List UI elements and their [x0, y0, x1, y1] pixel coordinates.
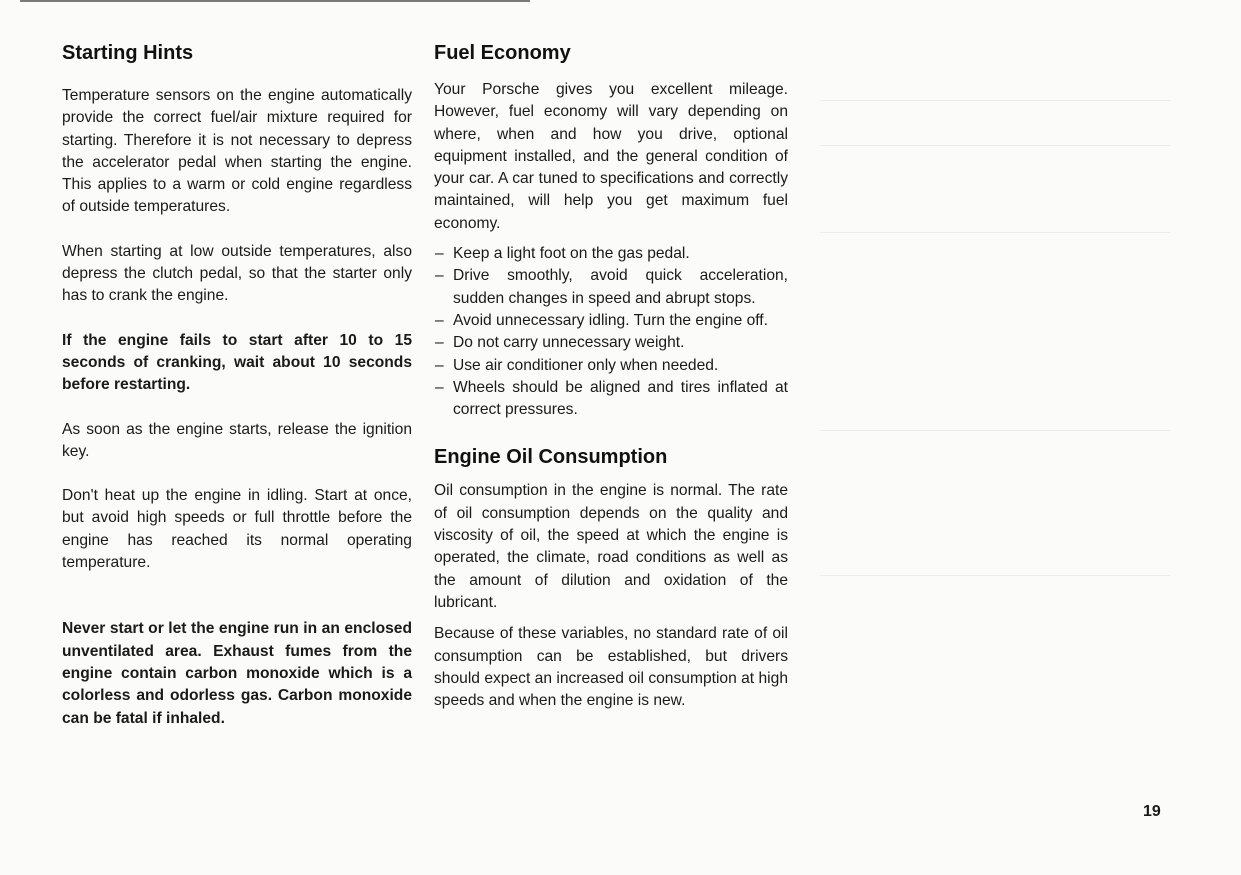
list-item: – Do not carry unnecessary weight. [434, 332, 788, 354]
bleed-through-line [820, 232, 1170, 233]
page-number: 19 [1143, 803, 1161, 820]
oil-consumption-heading: Engine Oil Consumption [434, 446, 668, 469]
right-column [434, 38, 788, 712]
paragraph: Because of these variables, no standard rate of oil consumption can be established, but drivers should expect an increased oil consumption at high speeds and when the engine is new. [434, 625, 788, 710]
list-item: – Use air conditioner only when needed. [434, 355, 788, 377]
paragraph: As soon as the engine starts, release the ignition key. [62, 420, 412, 460]
bleed-through-line [820, 145, 1170, 146]
paragraph: Temperature sensors on the engine automatically provide the correct fuel/air mixture required for starting. Therefore it is not necessary to depress the accelerator pedal when starting the engine. This applies to a warm or cold engine regardless of outside temperatures. [62, 87, 412, 216]
list-item: – Wheels should be aligned and tires inflated at correct pressures. [434, 377, 788, 422]
list-item: – Drive smoothly, avoid quick acceleration, sudden changes in speed and abrupt stops. [434, 265, 788, 310]
starting-hints-heading: Starting Hints [62, 42, 194, 64]
paragraph: When starting at low outside temperatures, also depress the clutch pedal, so that the starter only has to crank the engine. [62, 242, 412, 305]
top-rule [20, 0, 530, 2]
fuel-economy-heading: Fuel Economy [434, 42, 571, 64]
bleed-through-line [820, 100, 1170, 101]
fuel-tips-list [434, 243, 788, 421]
bleed-through-line [820, 430, 1170, 431]
warning-notice: Never start or let the engine run in an enclosed unventilated area. Exhaust fumes from the engine contain carbon monoxide which is a colorless and odorless gas. Carbon monoxide can be fatal if inhaled. [62, 620, 412, 727]
list-item: – Keep a light foot on the gas pedal. [434, 243, 788, 265]
bold-notice: If the engine fails to start after 10 to 15 seconds of cranking, wait about 10 seconds before restarting. [62, 331, 412, 394]
paragraph: Don't heat up the engine in idling. Start at once, but avoid high speeds or full throttle before the engine has reached its normal operating temperature. [62, 487, 412, 572]
paragraph: Oil consumption in the engine is normal. The rate of oil consumption depends on the quality and viscosity of oil, the speed at which the engine is operated, the climate, road conditions as well as the amount of dilution and oxidation of the lubricant. [434, 482, 788, 611]
list-item: – Avoid unnecessary idling. Turn the engine off. [434, 310, 788, 332]
bleed-through-line [820, 575, 1170, 576]
left-column [62, 38, 412, 730]
paragraph: Your Porsche gives you excellent mileage. However, fuel economy will vary depending on where, when and how you drive, optional equipment installed, and the general condition of your car. A car tuned to specifications and correctly maintained, will help you get maximum fuel economy. [434, 81, 788, 232]
